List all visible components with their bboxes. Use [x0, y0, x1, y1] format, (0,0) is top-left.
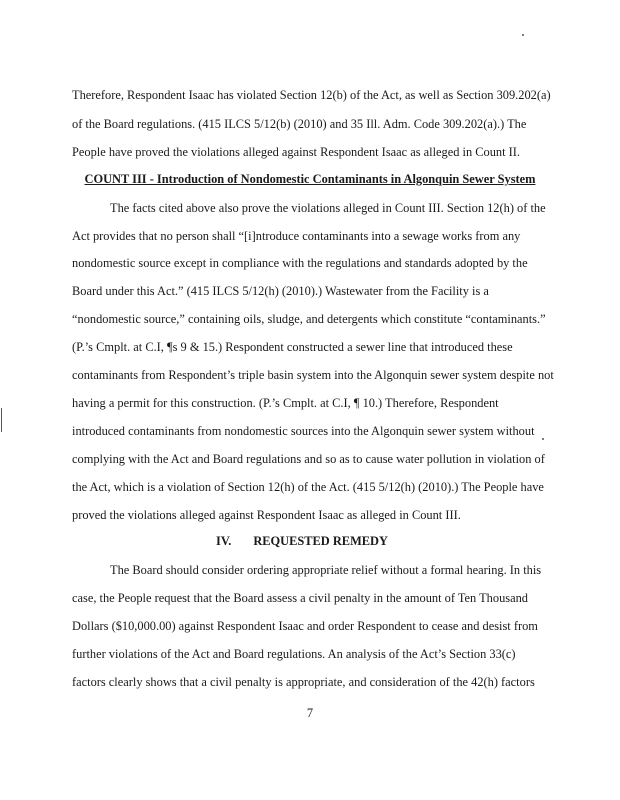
paragraph-line: The Board should consider ordering appropriate relief without a formal hearing. In this	[110, 563, 542, 577]
paragraph-line: Board under this Act.” (415 ILCS 5/12(h) (2010).) Wastewater from the Facility is a	[72, 284, 489, 298]
paragraph-line: (P.’s Cmplt. at C.I, ¶s 9 & 15.) Respondent constructed a sewer line that introduced these	[72, 340, 513, 354]
paragraph-line: having a permit for this construction. (P.’s Cmplt. at C.I, ¶ 10.) Therefore, Respondent	[72, 396, 499, 410]
paragraph-line: contaminants from Respondent’s triple basin system into the Algonquin sewer system despite not	[72, 368, 554, 382]
paragraph-line: of the Board regulations. (415 ILCS 5/12(b) (2010) and 35 Ill. Adm. Code 309.202(a).) The	[72, 117, 527, 131]
paragraph-line: further violations of the Act and Board regulations. An analysis of the Act’s Section 33(c)	[72, 647, 516, 661]
paragraph-line: case, the People request that the Board assess a civil penalty in the amount of Ten Thousand	[72, 591, 528, 605]
paragraph-line: The facts cited above also prove the violations alleged in Count III. Section 12(h) of the	[110, 201, 546, 215]
paragraph-line: proved the violations alleged against Respondent Isaac as alleged in Count III.	[72, 508, 461, 522]
remedy-heading	[0, 534, 612, 548]
paragraph-line: “nondomestic source,” containing oils, sludge, and detergents which constitute “contaminants.”	[72, 312, 546, 326]
remedy-heading-number: IV.	[216, 534, 232, 548]
paragraph-line: Dollars ($10,000.00) against Respondent Isaac and order Respondent to cease and desist from	[72, 619, 538, 633]
scan-speck	[522, 34, 524, 36]
paragraph-line: the Act, which is a violation of Section 12(h) of the Act. (415 5/12(h) (2010).) The People have	[72, 480, 544, 494]
count-iii-heading: COUNT III - Introduction of Nondomestic Contaminants in Algonquin Sewer System	[84, 172, 536, 186]
scan-speck	[542, 438, 544, 440]
remedy-heading-title: REQUESTED REMEDY	[253, 534, 388, 548]
paragraph-line: People have proved the violations alleged against Respondent Isaac as alleged in Count II.	[72, 145, 520, 159]
paragraph-line: Therefore, Respondent Isaac has violated Section 12(b) of the Act, as well as Section 309.202(a)	[72, 88, 551, 102]
paragraph-line: introduced contaminants from nondomestic sources into the Algonquin sewer system without	[72, 424, 535, 438]
paragraph-line: Act provides that no person shall “[i]ntroduce contaminants into a sewage works from any	[72, 229, 521, 243]
paragraph-line: complying with the Act and Board regulations and so as to cause water pollution in violation of	[72, 452, 545, 466]
scan-edge-mark	[1, 408, 2, 432]
page-number: 7	[306, 706, 314, 720]
paragraph-line: nondomestic source except in compliance with the regulations and standards adopted by the	[72, 256, 528, 270]
paragraph-line: factors clearly shows that a civil penalty is appropriate, and consideration of the 42(h) factors	[72, 675, 535, 689]
